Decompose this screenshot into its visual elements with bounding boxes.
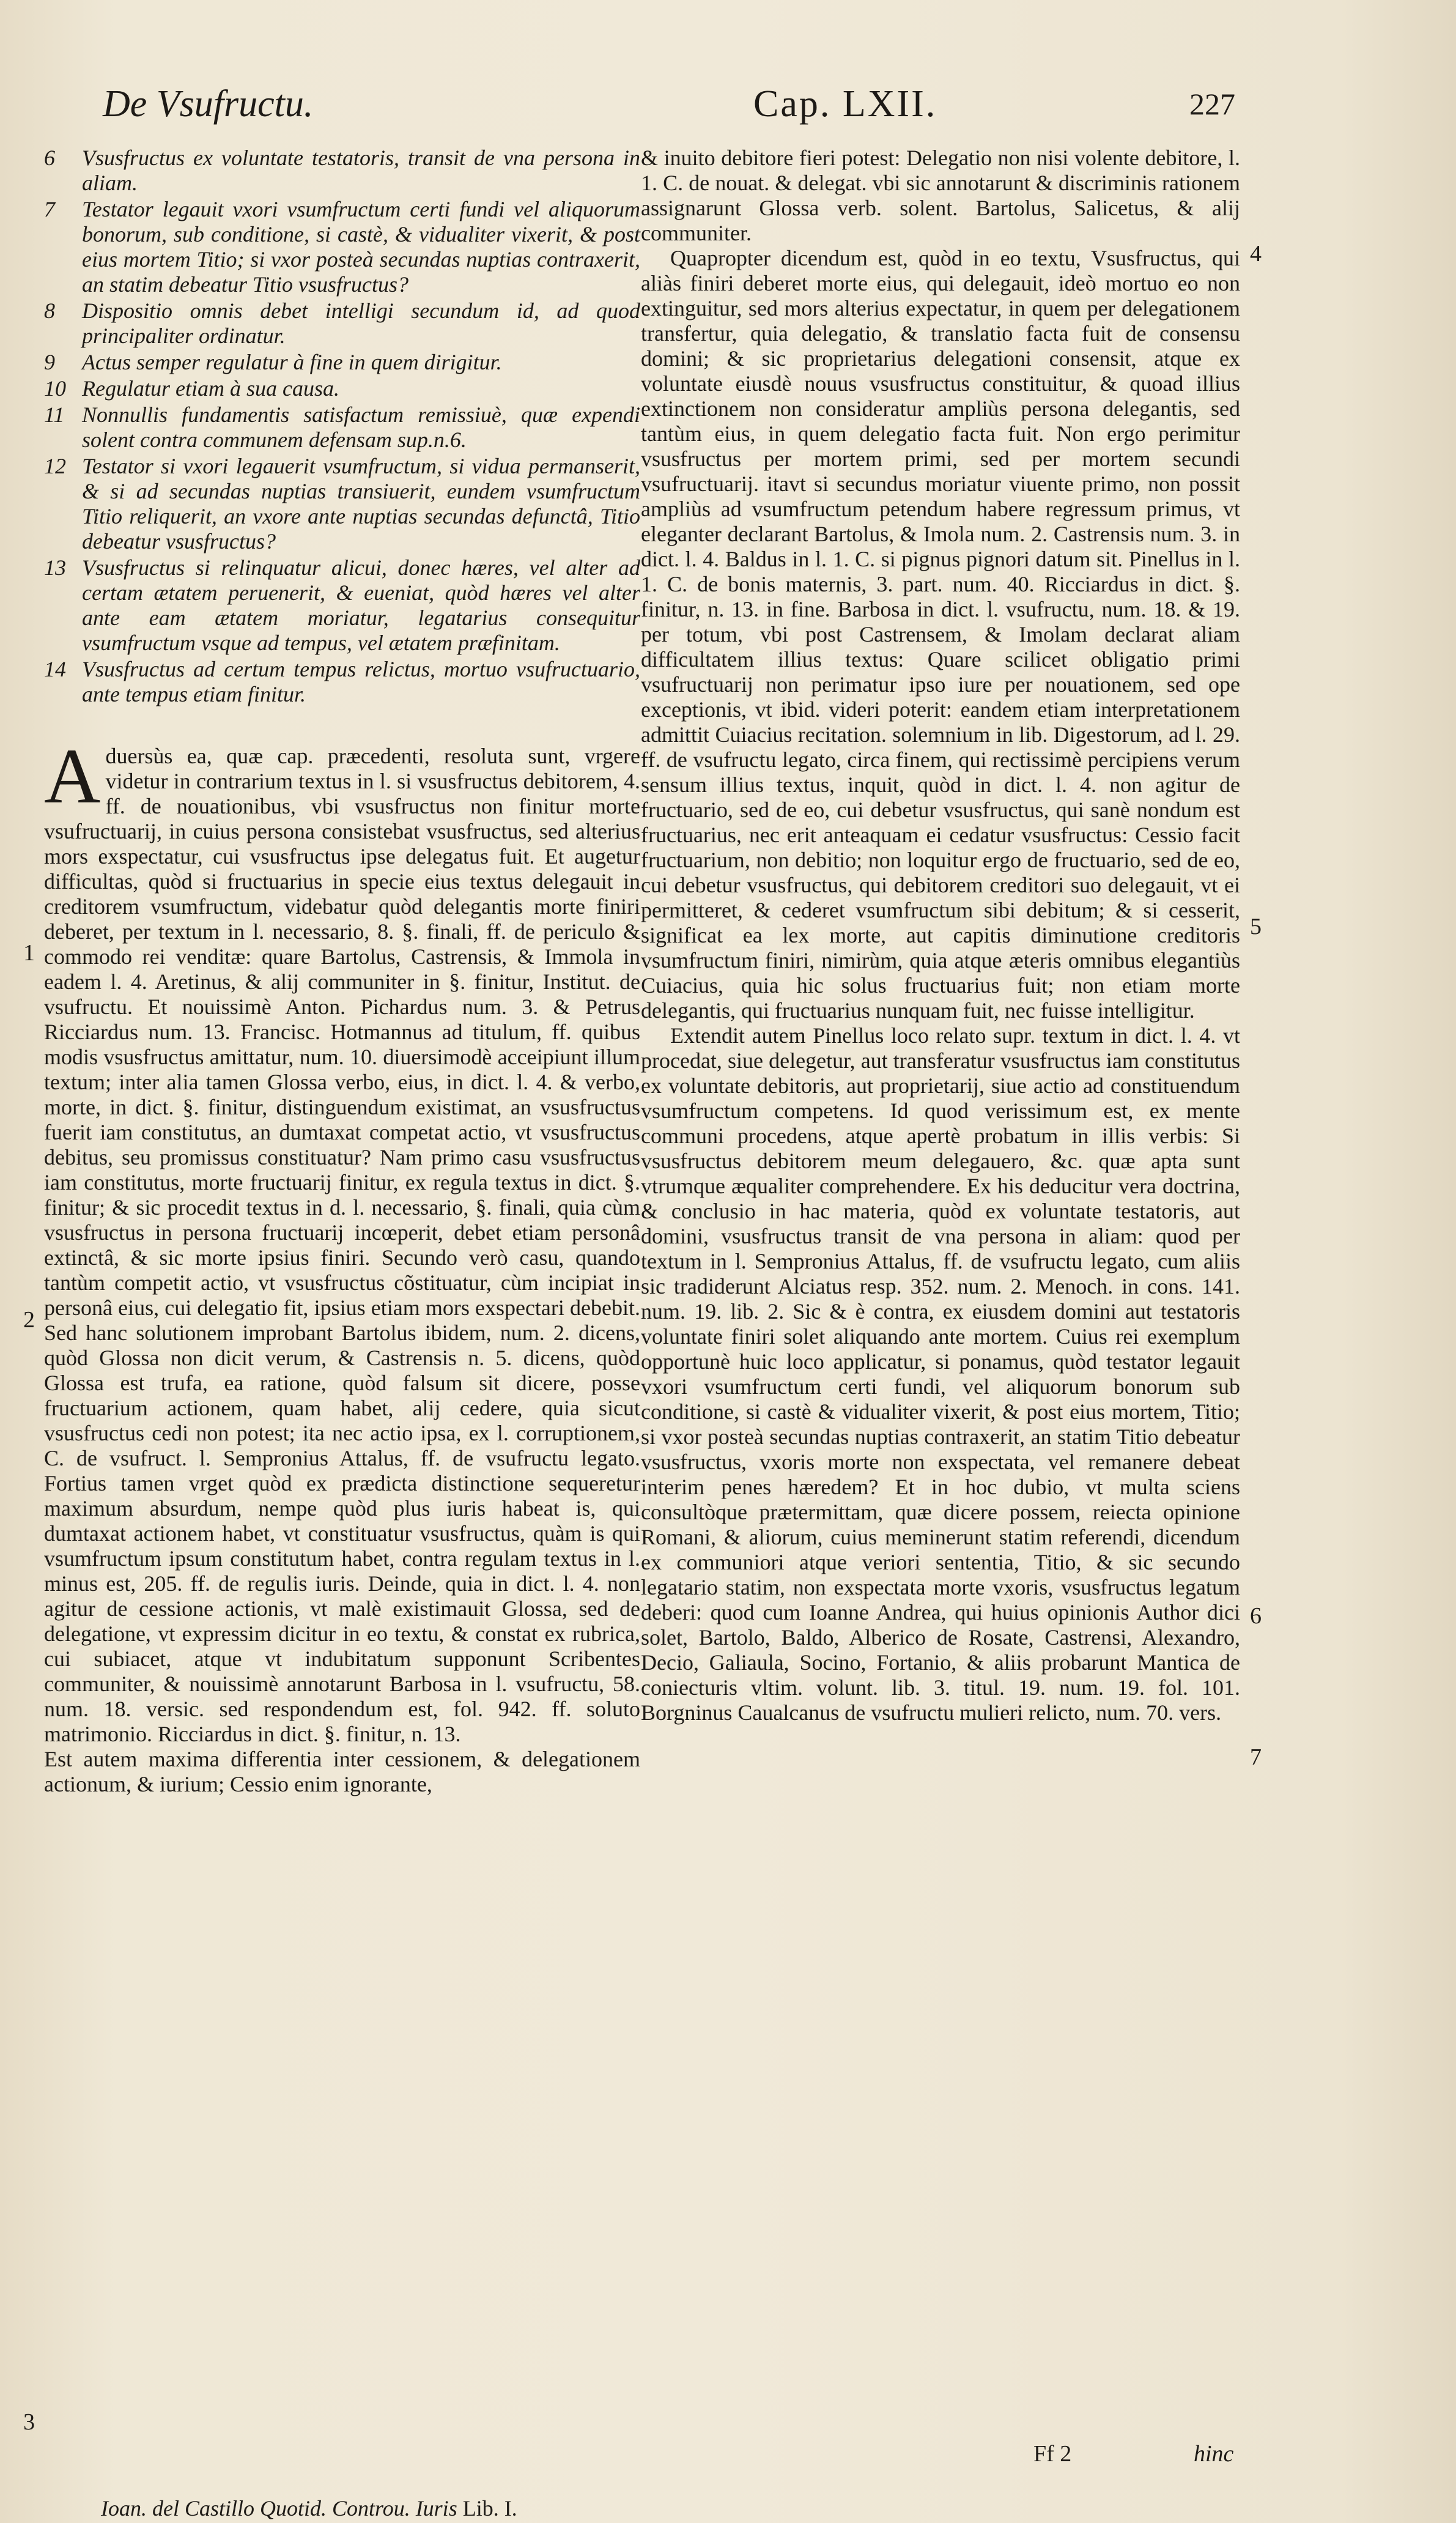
left-body [44, 733, 640, 1797]
summary-item [44, 298, 640, 349]
drop-cap: A [44, 733, 101, 820]
right-column [641, 146, 1240, 1725]
summary-text: Vsusfructus ex voluntate testatoris, transit de vna persona in aliam. [82, 146, 640, 195]
summary-text: Actus semper regulatur à fine in quem dirigitur. [82, 350, 502, 374]
margin-number: 6 [1250, 1603, 1262, 1629]
summary-text: Testator legauit vxori vsumfructum certi fundi vel aliquorum bonorum, sub conditione, si castè, & vidualiter vixerit, & post eius mortem Titio; si vxor posteà secundas nuptias contraxerit, an statim debeatur Titio vsusfructus? [82, 197, 640, 297]
summary-number: 8 [44, 298, 55, 323]
summary-item [44, 376, 640, 401]
margin-number: 4 [1250, 241, 1262, 267]
body-paragraph [44, 733, 640, 1747]
summary-number: 13 [44, 555, 66, 580]
summary-number: 9 [44, 350, 55, 374]
margin-number: 2 [23, 1307, 35, 1333]
summary-text: Vsusfructus si relinquatur alicui, donec hæres, vel alter ad certam ætatem peruenerit, & eueniat, quòd hæres vel alter ante eam ætatem moriatur, legatarius consequitur vsumfructum vsque ad tempus, vel ætatem præfinitam. [82, 555, 640, 655]
summary-item [44, 350, 640, 375]
summary-text: Dispositio omnis debet intelligi secundum id, ad quod principaliter ordinatur. [82, 298, 640, 348]
summary-number: 10 [44, 376, 66, 401]
catchword: hinc [1194, 2441, 1234, 2467]
summary-item [44, 197, 640, 297]
margin-number: 5 [1250, 914, 1262, 939]
summary-number: 14 [44, 657, 66, 681]
summary-text: Testator si vxori legauerit vsumfructum, si vidua permanserit, & si ad secundas nuptias transiuerit, eundem vsumfructum Titio reliquerit, an vxore ante nuptias secundas defunctâ, Titio debeatur vsusfructus? [82, 454, 640, 554]
summary-number: 7 [44, 197, 55, 221]
margin-number: 3 [23, 2409, 35, 2435]
summary-number: 12 [44, 454, 66, 478]
paragraph-text: Est autem maxima differentia inter cessionem, & delegationem actionum, & iurium; Cessio enim ignorante, [44, 1747, 640, 1796]
running-title: De Vsufructu. [103, 83, 314, 125]
summary-item [44, 657, 640, 707]
summary-text: Vsusfructus ad certum tempus relictus, mortuo vsufructuario, ante tempus etiam finitur. [82, 657, 640, 706]
paragraph-text: duersùs ea, quæ cap. præcedenti, resoluta sunt, vrgere videtur in contrarium textus in l. si vsusfructus debitorem, 4. ff. de nouationibus, vbi vsusfructus non finitur morte vsufructuarij, in cuius persona consistebat vsusfructus, sed alterius mors exspectatur, cui vsusfructus ipse delegatus fuit. Et augetur difficultas, quòd si fructuarius in specie eius textus delegauit in creditorem vsumfructum, videbatur quòd delegantis morte finiri deberet, per textum in l. necessario, 8. §. finali, ff. de periculo & commodo rei venditæ: quare Bartolus, Castrensis, & Immola in eadem l. 4. Aretinus, & alij communiter in §. finitur, Institut. de vsufructu. Et nouissimè Anton. Pichardus num. 3. & Petrus Ricciardus num. 13. Francisc. Hotmannus ad titulum, ff. quibus modis vsusfructus amittatur, num. 10. diuersimodè acceipiunt illum textum; inter alia tamen Glossa verbo, eius, in dict. l. 4. & verbo, morte, in dict. §. finitur, distinguendum existimat, an vsusfructus fuerit iam constitutus, an dumtaxat competat actio, vt vsusfructus debitus, seu promissus constituatur? Nam primo casu vsusfructus iam constitutus, morte fructuarij finitur, ex regula textus in dict. §. finitur; & sic procedit textus in d. l. necessario, §. finali, quia cùm vsusfructus in persona fructuarij incœperit, debet etiam personâ extinctâ, & sic morte ipsius finiri. Secundo verò casu, quando tantùm competit actio, vt vsusfructus cõstituatur, cùm incipiat in personâ eius, cui delegatio fit, ipsius etiam mors exspectari debebit. Sed hanc solutionem improbant Bartolus ibidem, num. 2. dicens, quòd Glossa non dicit verum, & Castrensis n. 5. dicens, quòd Glossa est trufa, ea ratione, quòd falsum sit dicere, posse fructuarium actionem, quam habet, alij cedere, quia sicut vsusfructus cedi non potest; ita nec actio ipsa, ex l. corruptionem, C. de vsufruct. l. Sempronius Attalus, ff. de vsufructu legato. Fortius tamen vrget quòd ex prædicta distinctione sequeretur maximum absurdum, nempe quòd plus iuris habeat is, qui dumtaxat actionem habet, vt constituatur vsusfructus, quàm is qui vsumfructum ipsum constitutum habet, contra regulam textus in l. minus est, 205. ff. de regulis iuris. Deinde, quia in dict. l. 4. non agitur de cessione actionis, vt malè existimauit Glossa, sed de delegatione, vt expressim dicitur in eo textu, & constat ex rubrica, cui subiacet, atque vt indubitatum supponunt Scribentes communiter, & nouissimè annotarunt Barbosa in l. vsufructu, 58. num. 18. versic. sed respondendum est, fol. 942. ff. soluto matrimonio. Ricciardus in dict. §. finitur, n. 13. [44, 744, 640, 1746]
page-number: 227 [1189, 87, 1235, 121]
chapter-title: Cap. LXII. [753, 83, 937, 125]
footer-book: Lib. I. [462, 2496, 517, 2521]
summary-number: 6 [44, 146, 55, 170]
signature-mark: Ff 2 [1033, 2441, 1072, 2467]
summary-item [44, 402, 640, 453]
summary-list [44, 146, 640, 707]
body-paragraph: & inuito debitore fieri potest: Delegatio non nisi volente debitore, l. 1. C. de nouat. & delegat. vbi sic annotarunt & discriminis rationem assignarunt Glossa verb. solent. Bartolus, Salicetus, & alij communiter. [641, 146, 1240, 245]
summary-number: 11 [44, 402, 65, 427]
footer [101, 2495, 517, 2521]
summary-item [44, 555, 640, 656]
left-column [44, 146, 640, 1797]
summary-item [44, 146, 640, 196]
summary-text: Regulatur etiam à sua causa. [82, 376, 339, 401]
margin-number: 7 [1250, 1744, 1262, 1770]
body-paragraph: Extendit autem Pinellus loco relato supr. textum in dict. l. 4. vt procedat, siue delegetur, aut transferatur vsusfructus iam constitutus ex voluntate debitoris, aut proprietarij, siue actio ad constituendum vsumfructum competens. Id quod verissimum est, ex mente communi procedens, atque apertè probatum in illis verbis: Si vsusfructus debitorem meum delegauero, &c. quæ apta sunt vtrumque æqualiter comprehendere. Ex his deducitur vera doctrina, & conclusio in hac materia, quòd ex voluntate testatoris, aut domini, vsusfructus transit de vna persona in aliam: quod per textum in l. Sempronius Attalus, ff. de vsufructu legato, cum aliis sic tradiderunt Alciatus resp. 352. num. 2. Menoch. in cons. 141. num. 19. lib. 2. Sic & è contra, ex eiusdem domini aut testatoris voluntate finiri solet aliquando ante mortem. Cuius rei exemplum opportunè huic loco applicatur, si ponamus, quòd testator legauit vxori vsumfructum certi fundi, vel aliquorum bonorum sub conditione, si castè & vidualiter vixerit, & post eius mortem, Titio; si vxor posteà secundas nuptias contraxerit, an statim Titio debeatur vsusfructus, vxoris morte non exspectata, vel remanere debeat interim penes hæredem? Et in hoc dubio, vt multa sciens consultòque prætermittam, quæ dicere possem, reiecta opinione Romani, & aliorum, cuius meminerunt statim referendi, dicendum ex communiori atque veriori sententia, Titio, & sic secundo legatario statim, non exspectata morte vxoris, vsusfructus legatum deberi: quod cum Ioanne Andrea, qui huius opinionis Author dici solet, Bartolo, Baldo, Alberico de Rosate, Castrensi, Alexandro, Decio, Galiaula, Socino, Fortanio, & aliis probarunt Mantica de coniecturis vltim. volunt. lib. 3. titul. 19. num. 19. fol. 101. Borgninus Caualcanus de vsufructu mulieri relicto, num. 70. vers. [641, 1023, 1240, 1725]
body-paragraph: Quapropter dicendum est, quòd in eo textu, Vsusfructus, qui aliàs finiri deberet morte eius, qui delegauit, ideò mortuo eo non extinguitur, sed mors alterius expectatur, in quem per delegationem transfertur, quia delegatio, & translatio facta fuit de consensu domini; & sic proprietarius delegationi consensit, atque ex voluntate eiusdè nouus vsusfructus constituitur, & quoad illius extinctionem non consideratur ampliùs persona delegantis, sed tantùm eius, in quem delegatio facta fuit. Non ergo perimitur vsusfructus per mortem primi, sed per mortem secundi vsufructuarij. itavt si secundus moriatur viuente primo, non possit ampliùs ad vsumfructum petendum habere regressum primus, vt eleganter declarant Bartolus, & Imola num. 2. Castrensis num. 3. in dict. l. 4. Baldus in l. 1. C. si pignus pignori datum sit. Pinellus in l. 1. C. de bonis maternis, 3. part. num. 40. Ricciardus in dict. §. finitur, n. 13. in fine. Barbosa in dict. l. vsufructu, num. 18. & 19. per totum, vbi post Castrensem, & Imolam declarat aliam difficultatem illius textus: Quare scilicet obligatio primi vsufructuarij non perimatur ipso iure per nouationem, sed ope exceptionis, vt ibid. videri poterit: eandem etiam interpretationem admittit Cuiacius recitation. solemnium in lib. Digestorum, ad l. 29. ff. de vsufructu legato, circa finem, qui rectissimè percipiens verum sensum illius textus, inquit, quòd in dict. l. 4. non agitur de fructuario, sed de eo, cui debetur vsusfructus, qui sanè nondum est fructuarius, nec erit anteaquam ei cedatur vsusfructus: Cessio facit fructuarium, non debitio; non loquitur ergo de fructuario, sed de eo, cui debetur vsusfructus, qui debitorem creditori suo delegauit, vt ei permitteret, & cederet vsumfructum sibi debitum; & si cesserit, significat ea lex morte, aut capitis diminutione creditoris vsumfructum finiri, nimirùm, quia atque æteris omnibus elegantiùs Cuiacius, quia hic solus fructuarius fuit; non etiam morte delegantis, qui fructuarius nunquam fuit, nec fuisse intelligitur. [641, 246, 1240, 1023]
body-paragraph [44, 1747, 640, 1797]
summary-text: Nonnullis fundamentis satisfactum remissiuè, quæ expendi solent contra communem defensam sup.n.6. [82, 402, 640, 452]
summary-item [44, 454, 640, 554]
margin-number: 1 [23, 940, 35, 966]
footer-author: Ioan. del Castillo Quotid. Controu. Iuris [101, 2496, 457, 2521]
